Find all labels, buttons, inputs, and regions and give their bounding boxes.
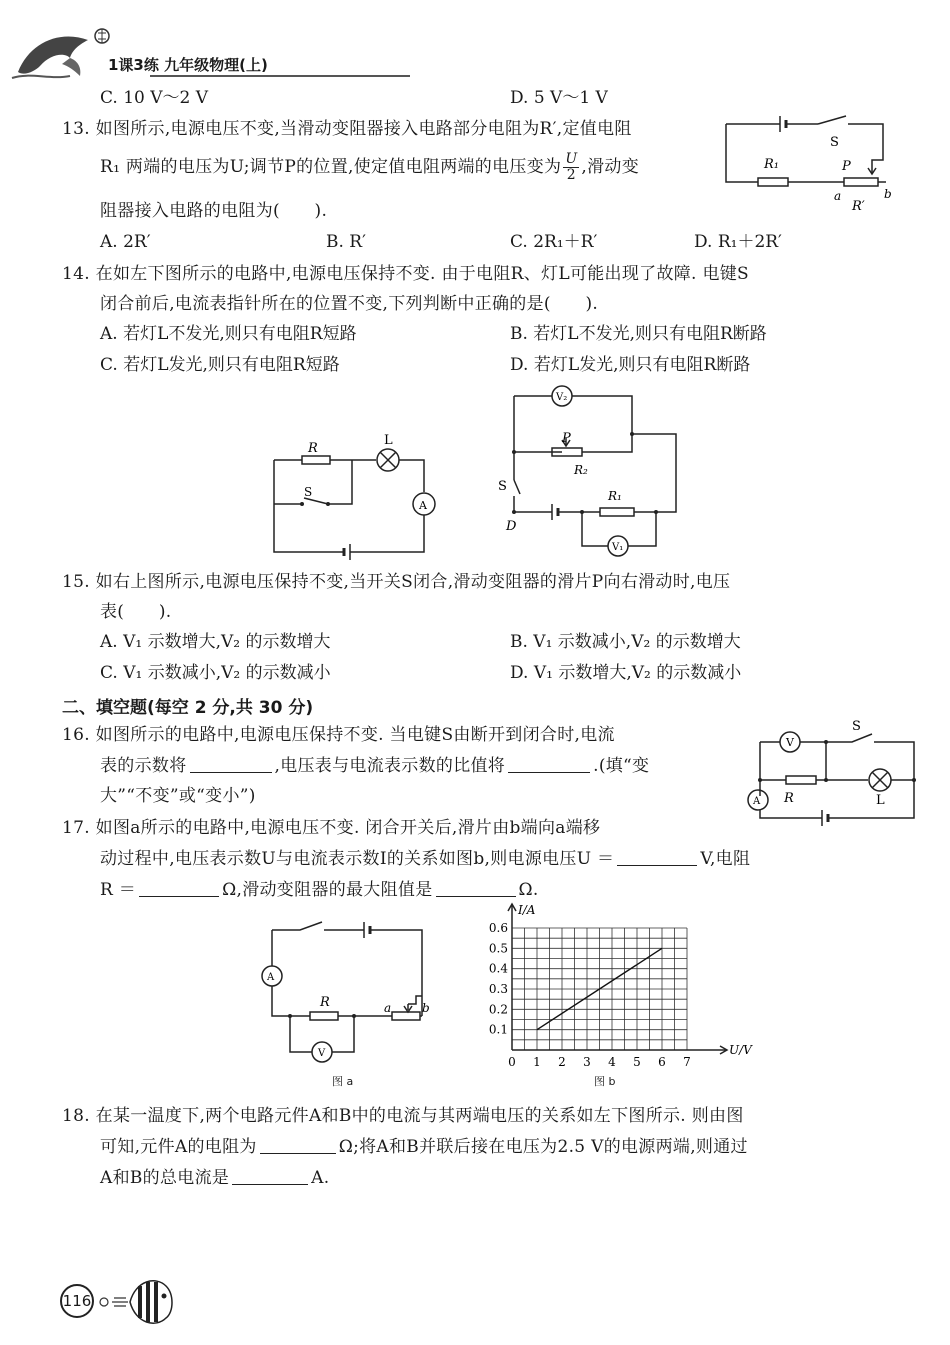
x-tick-label: 5 <box>633 1055 641 1069</box>
x-tick-label: 7 <box>683 1055 691 1069</box>
x-tick-label: 4 <box>608 1055 616 1069</box>
q17-blank-resistance[interactable] <box>139 879 219 897</box>
q16-circuit-diagram <box>742 720 918 830</box>
q15-fig-v2: V₂ <box>556 392 568 403</box>
y-tick-label: 0.2 <box>488 1002 508 1017</box>
q14-fig-r: R <box>308 441 318 456</box>
q15-option-a: A. V₁ 示数增大,V₂ 的示数增大 <box>100 632 331 652</box>
q15-fig-r2: R₂ <box>574 463 588 477</box>
q17-line1: 17. 如图a所示的电路中,电源电压不变. 闭合开关后,滑片由b端向a端移 <box>62 818 601 838</box>
q13-option-c: C. 2R₁＋R′ <box>510 232 598 252</box>
q15-fig-r1: R₁ <box>608 489 622 503</box>
q13-option-d: D. R₁＋2R′ <box>694 232 782 252</box>
q15-circuit-diagram <box>494 382 690 560</box>
q13-fraction: $\frac{U}{2}$ <box>565 151 578 183</box>
y-tick-label: 0.1 <box>488 1022 508 1037</box>
q13-fig-p: P <box>842 159 851 174</box>
q17-blank-max-resistance[interactable] <box>436 879 516 897</box>
y-tick-label: 0.5 <box>488 941 508 956</box>
chart-axes <box>508 903 753 1057</box>
y-tick-label: 0.4 <box>488 961 508 976</box>
q14-circuit-diagram <box>264 430 440 562</box>
q14-fig-s: S <box>304 485 313 499</box>
q14-fig-ammeter: A <box>419 499 427 512</box>
q14-line2: 闭合前后,电流表指针所在的位置不变,下列判断中正确的是( ). <box>100 294 599 314</box>
q13-line3: 阻器接入电路的电阻为( ). <box>100 201 328 221</box>
q13-fig-r1: R₁ <box>764 157 779 172</box>
q16-line2: 表的示数将 ,电压表与电流表示数的比值将 .(填“变 <box>100 756 650 776</box>
q13-option-b: B. R′ <box>326 232 366 252</box>
q17-fig-ammeter: A <box>267 972 275 983</box>
q17-blank-voltage[interactable] <box>617 848 697 866</box>
q16-fig-r: R <box>784 791 794 806</box>
q16-fig-s: S <box>852 719 861 734</box>
q16-line1: 16. 如图所示的电路中,电源电压保持不变. 当电键S由断开到闭合时,电流 <box>62 725 615 745</box>
q16-fig-v: V <box>786 736 794 749</box>
q16-blank-1[interactable] <box>190 755 272 773</box>
q13-fig-rprime: R′ <box>852 199 865 214</box>
y-tick-label: 0.6 <box>488 921 508 935</box>
q12-option-c: C. 10 V～2 V <box>100 88 209 108</box>
q15-option-b: B. V₁ 示数减小,V₂ 的示数增大 <box>510 632 741 652</box>
x-tick-label: 0 <box>508 1055 516 1069</box>
q14-option-c: C. 若灯L发光,则只有电阻R短路 <box>100 355 340 375</box>
q14-option-a: A. 若灯L不发光,则只有电阻R短路 <box>100 324 357 344</box>
header-title: 1课3练 九年级物理(上) <box>108 56 268 74</box>
q14-line1: 14. 在如左下图所示的电路中,电源电压保持不变. 由于电阻R、灯L可能出现了故障. 电键S <box>62 264 749 284</box>
x-axis-label: U/V <box>729 1043 752 1057</box>
q17-fig-voltmeter: V <box>318 1048 326 1059</box>
q17-fig-end-a: a <box>384 1001 392 1015</box>
q17-fig-b-caption: 图 b <box>594 1075 616 1088</box>
q16-fig-a: A <box>753 796 761 807</box>
page-number: 116 <box>60 1284 94 1318</box>
q18-blank-resistance[interactable] <box>260 1136 336 1154</box>
y-tick-label: 0.3 <box>488 982 508 996</box>
q15-option-c: C. V₁ 示数减小,V₂ 的示数减小 <box>100 663 331 683</box>
q15-option-d: D. V₁ 示数增大,V₂ 的示数减小 <box>510 663 742 683</box>
fish-decoration-icon <box>94 1272 184 1328</box>
q18-line2: 可知,元件A的电阻为 Ω;将A和B并联后接在电压为2.5 V的电源两端,则通过 <box>100 1137 748 1157</box>
q14-option-d: D. 若灯L发光,则只有电阻R断路 <box>510 355 751 375</box>
q18-blank-current[interactable] <box>232 1167 308 1185</box>
q15-fig-p: P <box>562 431 571 446</box>
q15-fig-v1: V₁ <box>612 542 624 553</box>
section-fill-in-title: 二、填空题(每空 2 分,共 30 分) <box>62 698 314 718</box>
q18-line1: 18. 在某一温度下,两个电路元件A和B中的电流与其两端电压的关系如左下图所示. 则由图 <box>62 1106 744 1126</box>
q17-line2: 动过程中,电压表示数U与电流表示数I的关系如图b,则电源电压U ＝ V,电阻 <box>100 849 751 869</box>
x-tick-label: 3 <box>583 1055 591 1069</box>
q12-option-d: D. 5 V～1 V <box>510 88 608 108</box>
q15-fig-s: S <box>498 479 507 494</box>
q18-line3: A和B的总电流是 A. <box>100 1168 330 1188</box>
q16-fig-l: L <box>876 793 885 808</box>
y-axis-label: I/A <box>518 903 536 917</box>
q13-fig-s: S <box>830 135 839 150</box>
q14-option-b: B. 若灯L不发光,则只有电阻R断路 <box>510 324 767 344</box>
q13-fig-b: b <box>884 187 892 201</box>
q15-line1: 15. 如右上图所示,电源电压保持不变,当开关S闭合,滑动变阻器的滑片P向右滑动时,电压 <box>62 572 731 592</box>
dolphin-logo-icon <box>10 22 120 84</box>
q13-circuit-diagram <box>718 112 896 216</box>
q13-fig-a: a <box>834 189 842 203</box>
q13-line2: R₁ 两端的电压为U;调节P的位置,使定值电阻两端的电压变为 $\frac{U}{2}$ ,滑动变 <box>100 151 640 183</box>
q13-line1: 13. 如图所示,电源电压不变,当滑动变阻器接入电路部分电阻为R′,定值电阻 <box>62 119 632 139</box>
q16-line3: 大”“不变”或“变小”) <box>100 786 256 806</box>
q17-iu-chart <box>480 900 752 1070</box>
q15-fig-d: D <box>506 519 517 534</box>
q13-option-a: A. 2R′ <box>100 232 151 252</box>
q15-line2: 表( ). <box>100 602 172 622</box>
header-rule <box>150 75 410 77</box>
q14-fig-l: L <box>384 433 393 448</box>
q16-blank-2[interactable] <box>508 755 590 773</box>
x-tick-label: 2 <box>558 1055 566 1069</box>
q17-line3: R ＝ Ω,滑动变阻器的最大阻值是 Ω. <box>100 880 539 900</box>
x-tick-label: 6 <box>658 1055 666 1069</box>
q17-fig-a-caption: 图 a <box>332 1075 354 1088</box>
q17-circuit-diagram-a <box>258 920 438 1068</box>
q17-fig-end-b: b <box>422 1001 430 1015</box>
x-tick-label: 1 <box>533 1055 541 1069</box>
q17-fig-r: R <box>320 995 330 1010</box>
